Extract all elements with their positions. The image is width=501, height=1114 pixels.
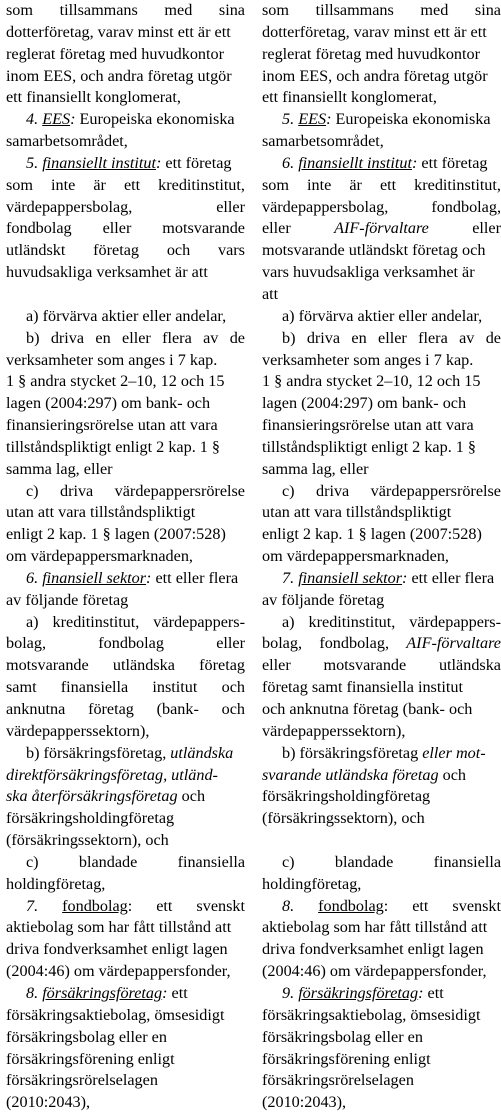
text-line: samarbetsområdet, [6,132,128,151]
text-line: tillståndspliktigt enligt 2 kap. 1 § [262,437,477,456]
text-line: 8. försäkringsföretag: ett [26,983,188,1002]
text-line: b) försäkringsföretag eller mot- [282,743,486,762]
text-line: värdepapperssektorn), [6,721,150,740]
text-line: 4. EES: Europeiska ekonomiska [26,110,235,129]
text-line: försäkringsbolag eller en [6,1027,167,1046]
text-line: motsvarande utländskt företag och [262,241,486,260]
text-line: c) driva värdepappersrörelse [282,481,501,500]
left-column-current-text [6,0,245,1114]
text-line: av följande företag [262,590,385,609]
text-line: ska återförsäkringsföretag och [6,787,206,806]
text-line: vars huvudsakliga verksamhet är [262,263,475,282]
text-line: tillståndspliktigt enligt 2 kap. 1 § [6,437,221,456]
text-line: värdepappersbolag, eller [6,197,245,216]
text-line: 5. finansiellt institut: ett företag [26,153,232,172]
text-line: försäkringsrörelselagen [262,1071,414,1090]
text-line: eller AIF-förvaltare eller [262,219,501,238]
text-line: 6. finansiellt institut: ett företag [282,153,488,172]
text-line: samt finansiella institut och [6,678,245,697]
text-line: som inte är ett kreditinstitut, [262,175,501,194]
text-line: 1 § andra stycket 2–10, 12 och 15 [6,372,225,391]
text-line: som tillsammans med sina [6,1,245,19]
text-line: b) driva en eller flera av de [282,328,501,347]
text-line: eller motsvarande utländska [262,656,501,675]
text-line: 1 § andra stycket 2–10, 12 och 15 [262,372,481,391]
text-line [6,284,245,306]
text-line: aktiebolag som har fått tillstånd att [262,918,488,937]
text-line: aktiebolag som har fått tillstånd att [6,918,232,937]
text-line: a) kreditinstitut, värdepappers- [26,612,245,631]
text-line: att [262,284,279,303]
text-line: reglerat företag med huvudkontor [6,44,225,63]
text-line: som tillsammans med sina [262,1,501,19]
text-line: huvudsakliga verksamhet är att [6,263,208,282]
text-line: och anknutna företag (bank- och [262,700,473,718]
text-line: (2004:46) om värdepappersfonder, [6,962,231,981]
text-line: utan att vara tillståndspliktigt [6,503,196,522]
text-line: holdingföretag, [6,874,106,893]
text-line: inom EES, och andra företag utgör [262,66,488,85]
text-line: ett finansiellt konglomerat, [262,88,437,107]
text-line: verksamheter som anges i 7 kap. [262,350,474,369]
text-line: direktförsäkringsföretag, utländ- [6,765,218,784]
text-line: finansieringsrörelse utan att vara [262,416,474,435]
text-line: c) blandade finansiella [282,852,501,871]
text-line: dotterföretag, varav minst ett är ett [262,22,487,41]
text-line: försäkringsbolag eller en [262,1027,423,1046]
text-line: c) driva värdepappersrörelse [26,481,245,500]
text-line: om värdepappersmarknaden, [262,547,449,566]
right-column-proposed-text [262,0,501,1114]
text-line: a) kreditinstitut, värdepappers- [282,612,501,631]
text-line: finansieringsrörelse utan att vara [6,416,218,435]
text-line: dotterföretag, varav minst ett är ett [6,22,231,41]
text-line: försäkringsholdingföretag [262,787,431,806]
text-line: samarbetsområdet, [262,132,384,151]
text-line: inom EES, och andra företag utgör [6,66,232,85]
text-line: lagen (2004:297) om bank- och [6,394,211,413]
text-line [262,830,501,852]
text-line: försäkringsförening enligt [262,1049,431,1068]
text-line: företag samt finansiella institut [262,678,463,697]
text-line: försäkringsförening enligt [6,1049,175,1068]
text-line: samma lag, eller [6,459,113,478]
text-line: lagen (2004:297) om bank- och [262,394,467,413]
text-line: försäkringsrörelselagen [6,1071,158,1090]
text-line: a) förvärva aktier eller andelar, [282,306,483,325]
text-line: om värdepappersmarknaden, [6,547,193,566]
text-line: motsvarande utländska företag [6,656,245,675]
text-line: enligt 2 kap. 1 § lagen (2007:528) [262,525,482,544]
text-line: 5. EES: Europeiska ekonomiska [282,110,491,129]
text-line: a) förvärva aktier eller andelar, [26,306,227,325]
text-line: (2010:2043), [6,1093,91,1112]
text-line: 9. försäkringsföretag: ett [282,983,444,1002]
text-line: fondbolag eller motsvarande [6,219,245,238]
text-line: värdepappersbolag, fondbolag, [262,197,501,216]
text-line: reglerat företag med huvudkontor [262,44,481,63]
text-line: (2004:46) om värdepappersfonder, [262,962,487,981]
text-line: verksamheter som anges i 7 kap. [6,350,218,369]
text-line: svarande utländska företag och [262,765,466,784]
text-line: som inte är ett kreditinstitut, [6,175,245,194]
text-line: av följande företag [6,590,129,609]
text-line: driva fondverksamhet enligt lagen [262,940,484,959]
text-line: enligt 2 kap. 1 § lagen (2007:528) [6,525,226,544]
text-line: försäkringsaktiebolag, ömsesidigt [262,1005,481,1024]
text-line: holdingföretag, [262,874,362,893]
text-line: utländskt företag och vars [6,241,245,260]
text-line: värdepapperssektorn), [262,721,406,740]
text-line: 7. finansiell sektor: ett eller flera [282,568,495,587]
text-line: c) blandade finansiella [26,852,245,871]
text-line: bolag, fondbolag eller [6,634,245,653]
text-line: försäkringsholdingföretag [6,809,175,828]
text-line: driva fondverksamhet enligt lagen [6,940,228,959]
text-line: bolag, fondbolag, AIF-förvaltare [262,634,501,653]
text-line: utan att vara tillståndspliktigt [262,503,452,522]
text-line: (2010:2043), [262,1093,347,1112]
text-line: b) driva en eller flera av de [26,328,245,347]
text-line: anknutna företag (bank- och [6,700,245,718]
text-line: (försäkringssektorn), och [262,809,425,828]
text-line: ett finansiellt konglomerat, [6,88,181,107]
text-line: försäkringsaktiebolag, ömsesidigt [6,1005,225,1024]
text-line: samma lag, eller [262,459,369,478]
text-line: 8. fondbolag: ett svenskt [282,896,501,915]
text-line: b) försäkringsföretag, utländska [26,743,234,762]
text-line: 6. finansiell sektor: ett eller flera [26,568,239,587]
text-line: 7. fondbolag: ett svenskt [26,896,245,915]
text-line: (försäkringssektorn), och [6,831,169,850]
